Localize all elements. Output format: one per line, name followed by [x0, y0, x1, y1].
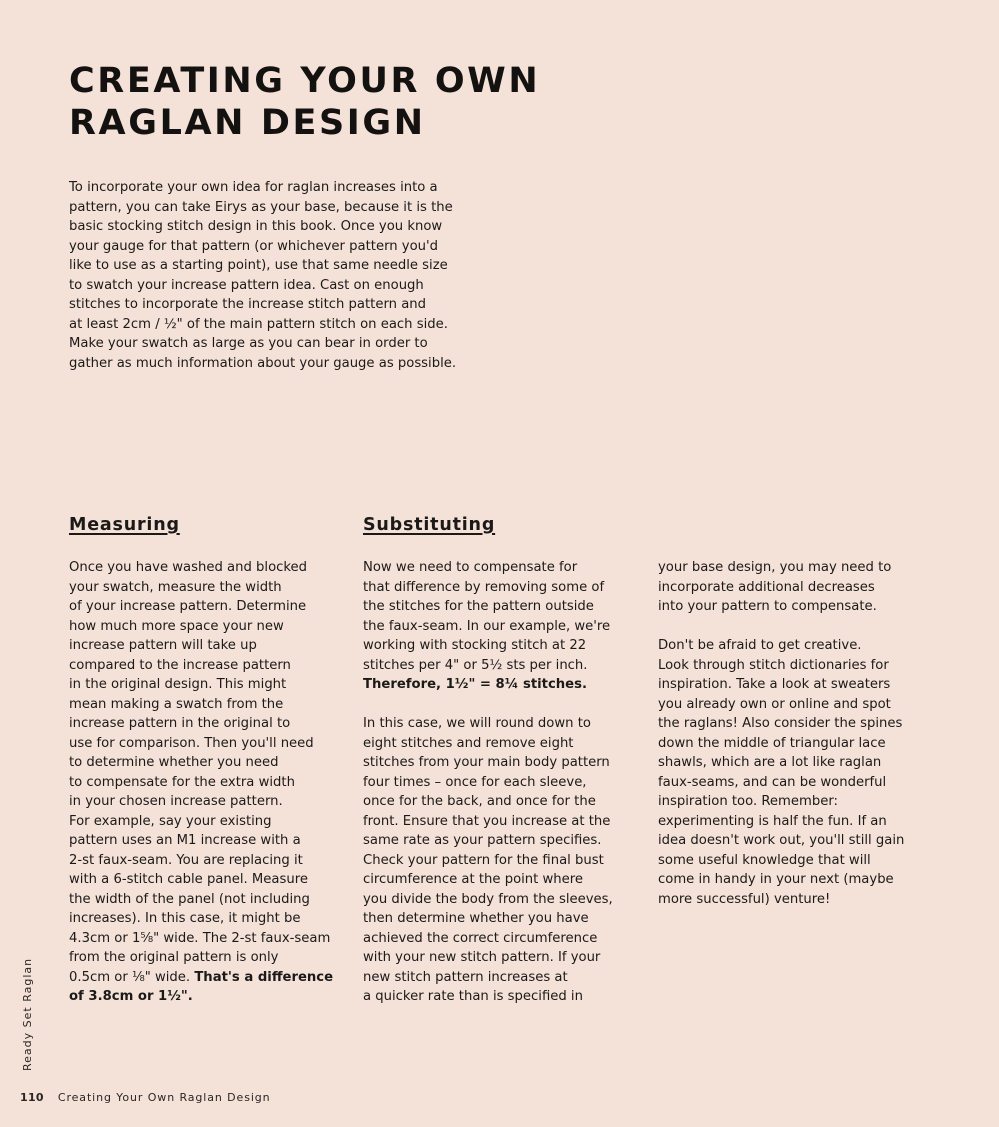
text-line: to determine whether you need	[69, 755, 279, 770]
bold-text: That's a difference	[194, 969, 334, 985]
text-line: stitches per 4" or 5½ sts per inch.	[363, 657, 588, 673]
text-line: increases). In this case, it might be	[69, 911, 301, 926]
text-line: some useful knowledge that will	[658, 852, 871, 868]
intro-line: gather as much information about your gauge as possible.	[69, 355, 457, 371]
substituting-column	[363, 558, 633, 1007]
page-title-line-1: CREATING YOUR OWN	[69, 61, 541, 101]
text-line: that difference by removing some of	[363, 579, 605, 595]
intro-line: your gauge for that pattern (or whichever pattern you'd	[69, 238, 439, 254]
text-line-mixed	[69, 968, 339, 988]
text-line: come in handy in your next (maybe	[658, 872, 894, 887]
text-line: the faux-seam. In our example, we're	[363, 618, 611, 634]
measuring-paragraph	[69, 558, 339, 1007]
text-line: achieved the correct circumference	[363, 930, 598, 946]
text-line: the width of the panel (not including	[69, 891, 310, 907]
text-line: down the middle of triangular lace	[658, 735, 886, 751]
text-line: the stitches for the pattern outside	[363, 599, 594, 614]
text-line: For example, say your existing	[69, 813, 272, 829]
text-line: then determine whether you have	[363, 911, 589, 926]
text-line: you divide the body from the sleeves,	[363, 891, 613, 907]
text-line: circumference at the point where	[363, 872, 584, 887]
text-line: your swatch, measure the width	[69, 579, 282, 595]
page-footer	[20, 1091, 271, 1104]
text-line: to compensate for the extra width	[69, 774, 295, 790]
text-line: increase pattern will take up	[69, 638, 257, 653]
text-line: Don't be afraid to get creative.	[658, 638, 862, 653]
continuation-paragraph-2	[658, 636, 928, 909]
text-line: you already own or online and spot	[658, 696, 891, 712]
text-line: Look through stitch dictionaries for	[658, 657, 889, 673]
bold-text: of 3.8cm or 1½".	[69, 989, 193, 1004]
text-line: with a 6-stitch cable panel. Measure	[69, 872, 308, 887]
page-title-line-2: RAGLAN DESIGN	[69, 103, 426, 143]
text-line: more successful) venture!	[658, 891, 831, 907]
text-line: pattern uses an M1 increase with a	[69, 833, 301, 848]
intro-line: Make your swatch as large as you can bear in order to	[69, 336, 428, 351]
intro-paragraph	[69, 178, 489, 373]
text-line: front. Ensure that you increase at the	[363, 813, 611, 829]
text-line: shawls, which are a lot like raglan	[658, 755, 882, 770]
intro-line: to swatch your increase pattern idea. Cast on enough	[69, 277, 424, 293]
text-line: from the original pattern is only	[69, 950, 279, 965]
text-line: same rate as your pattern specifies.	[363, 833, 602, 848]
substituting-paragraph-1	[363, 558, 633, 695]
text-line: In this case, we will round down to	[363, 716, 591, 731]
measuring-heading: Measuring	[69, 515, 180, 535]
text-line: in the original design. This might	[69, 677, 287, 692]
text-line: a quicker rate than is specified in	[363, 989, 583, 1004]
text-line: four times – once for each sleeve,	[363, 774, 587, 790]
text-line: mean making a swatch from the	[69, 696, 284, 712]
text-line: once for the back, and once for the	[363, 794, 596, 809]
text-line: new stitch pattern increases at	[363, 969, 568, 985]
text-line: idea doesn't work out, you'll still gain	[658, 833, 905, 848]
continuation-paragraph-1	[658, 558, 928, 617]
text-line: inspiration too. Remember:	[658, 794, 838, 809]
text-line: Once you have washed and blocked	[69, 560, 308, 575]
intro-line: pattern, you can take Eirys as your base, because it is the	[69, 199, 453, 215]
text-line: Now we need to compensate for	[363, 560, 578, 575]
intro-line: like to use as a starting point), use that same needle size	[69, 258, 448, 273]
text-line: working with stocking stitch at 22	[363, 638, 587, 653]
text-line: stitches from your main body pattern	[363, 755, 610, 770]
text-segment: 0.5cm or ⅛" wide.	[69, 969, 195, 985]
text-line: inspiration. Take a look at sweaters	[658, 677, 891, 692]
intro-line: basic stocking stitch design in this book. Once you know	[69, 219, 443, 234]
intro-line: To incorporate your own idea for raglan increases into a	[69, 180, 438, 195]
page-title	[69, 60, 669, 144]
intro-line: stitches to incorporate the increase stitch pattern and	[69, 297, 427, 312]
text-line: the raglans! Also consider the spines	[658, 716, 903, 731]
measuring-column	[69, 558, 339, 1007]
text-line: increase pattern in the original to	[69, 716, 291, 731]
book-title-side-label: Ready Set Raglan	[21, 957, 34, 1071]
text-line: incorporate additional decreases	[658, 579, 875, 595]
text-line: 4.3cm or 1⅝" wide. The 2-st faux-seam	[69, 930, 331, 946]
page-number: 110	[20, 1091, 44, 1104]
text-line: into your pattern to compensate.	[658, 599, 877, 614]
text-line: of your increase pattern. Determine	[69, 599, 307, 614]
text-line: with your new stitch pattern. If your	[363, 950, 601, 965]
running-title: Creating Your Own Raglan Design	[57, 1091, 271, 1104]
bold-text: Therefore, 1½" = 8¼ stitches.	[363, 677, 587, 692]
substituting-paragraph-2	[363, 714, 633, 1007]
text-line: how much more space your new	[69, 618, 284, 634]
text-line: compared to the increase pattern	[69, 657, 291, 673]
text-line: in your chosen increase pattern.	[69, 794, 283, 809]
text-line: your base design, you may need to	[658, 560, 892, 575]
continuation-column	[658, 558, 928, 909]
intro-line: at least 2cm / ½" of the main pattern stitch on each side.	[69, 316, 448, 332]
text-line: 2-st faux-seam. You are replacing it	[69, 852, 303, 868]
text-line: Check your pattern for the final bust	[363, 852, 604, 868]
text-line: use for comparison. Then you'll need	[69, 735, 314, 751]
text-line: eight stitches and remove eight	[363, 735, 574, 751]
text-line: faux-seams, and can be wonderful	[658, 774, 887, 790]
text-line: experimenting is half the fun. If an	[658, 813, 887, 829]
substituting-heading: Substituting	[363, 515, 496, 535]
